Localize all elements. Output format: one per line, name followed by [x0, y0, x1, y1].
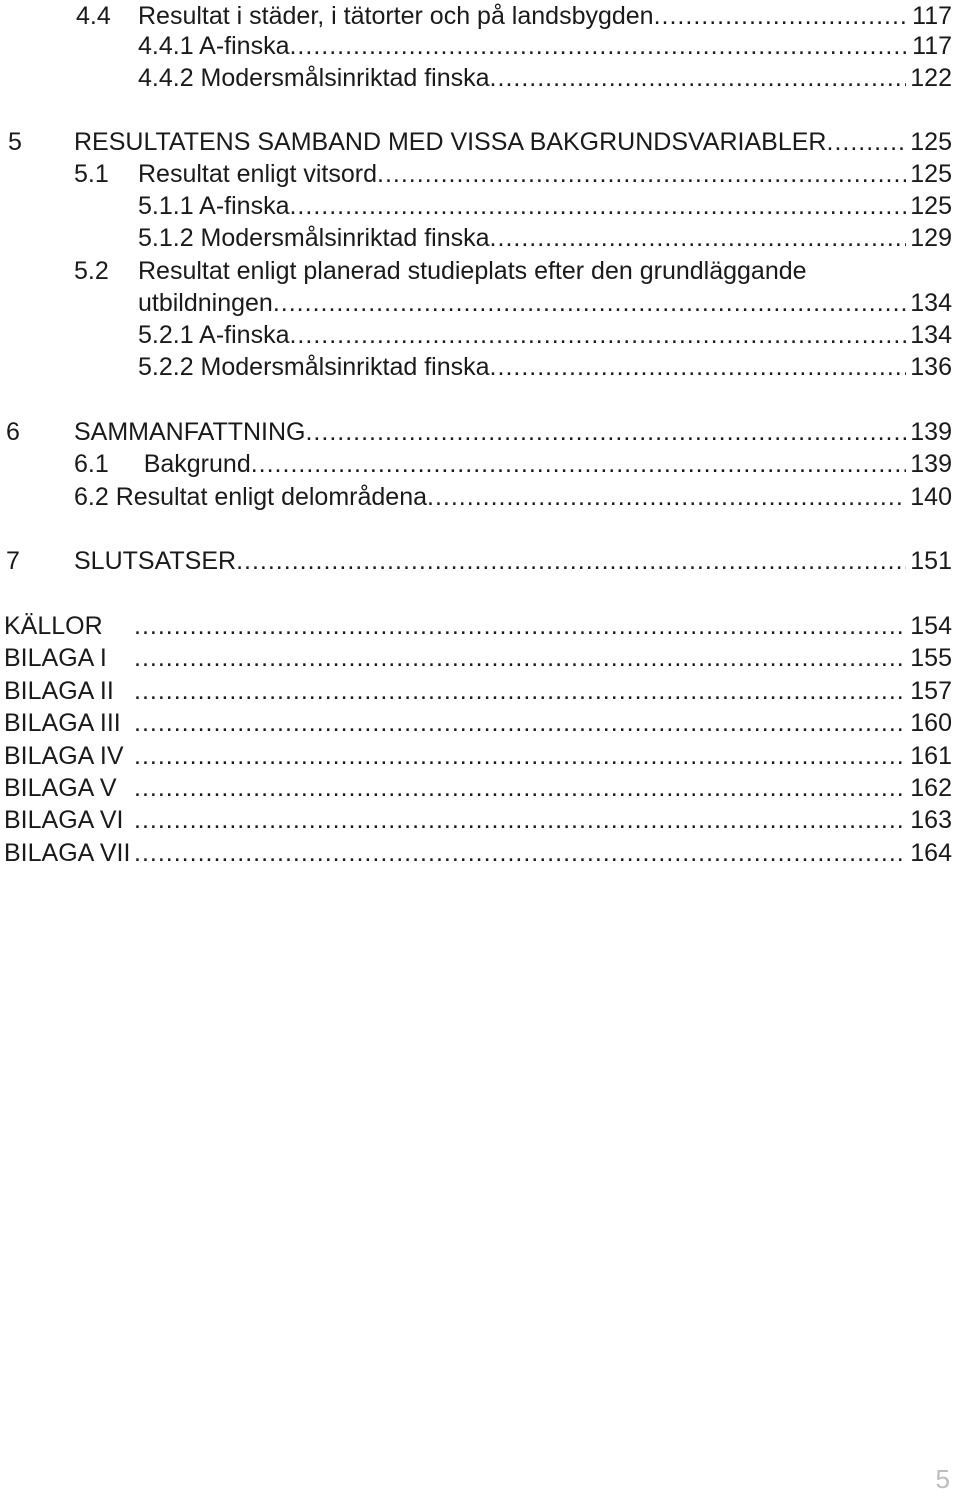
leader-dots — [377, 158, 906, 190]
toc-entry-label: BILAGA II — [4, 677, 114, 705]
toc-entry-page: 134 — [910, 289, 952, 317]
toc-entry-title: 5.1.2 Modersmålsinriktad finska — [138, 224, 490, 252]
toc-entry[interactable] — [0, 287, 952, 319]
toc-entry-label: BILAGA I — [4, 644, 107, 672]
page-number: 5 — [935, 1464, 950, 1494]
toc-entry-page: 134 — [910, 321, 952, 349]
toc-entry-title: RESULTATENS SAMBAND MED VISSA BAKGRUNDSVARIABLER — [74, 128, 827, 156]
leader-dots — [490, 351, 907, 383]
toc-entry[interactable] — [0, 126, 952, 158]
toc-entry-title: 4.4.1 A-finska — [138, 32, 290, 60]
toc-entry[interactable] — [0, 62, 952, 94]
leader-dots — [289, 190, 906, 222]
leader-dots — [827, 126, 907, 158]
leader-dots — [134, 642, 906, 674]
toc-entry[interactable] — [0, 319, 952, 351]
toc-entry-page: 162 — [910, 774, 952, 802]
toc-entry-number: 4.4 — [76, 2, 111, 30]
toc-entry-title: SLUTSATSER — [74, 547, 237, 575]
toc-entry[interactable] — [0, 481, 952, 513]
toc-entry-title: Resultat enligt vitsord — [138, 160, 378, 188]
leader-dots — [134, 707, 906, 739]
toc-entry[interactable] — [0, 837, 952, 869]
leader-dots — [289, 319, 906, 351]
toc-entry-number: 5 — [8, 128, 22, 156]
toc-entry-title: 6.2 Resultat enligt delområdena — [74, 483, 428, 511]
toc-entry[interactable] — [0, 740, 952, 772]
toc-entry-page: 163 — [910, 806, 952, 834]
toc-entry-page: 122 — [910, 64, 952, 92]
toc-entry-page: 117 — [912, 32, 952, 60]
toc-entry-label: BILAGA III — [4, 709, 121, 737]
toc-entry-page: 161 — [910, 742, 952, 770]
toc-entry[interactable] — [0, 545, 952, 577]
leader-dots — [654, 0, 909, 32]
toc-entry-number: 5.1 — [74, 160, 109, 188]
toc-entry-page: 157 — [910, 677, 952, 705]
leader-dots — [273, 287, 906, 319]
toc-entry-number: 6 — [6, 418, 20, 446]
toc-entry-page: 125 — [910, 160, 952, 188]
leader-dots — [490, 62, 907, 94]
toc-entry[interactable] — [0, 772, 952, 804]
leader-dots — [134, 772, 906, 804]
toc-entry[interactable] — [0, 351, 952, 383]
toc-entry-page: 140 — [910, 483, 952, 511]
leader-dots — [134, 610, 906, 642]
toc-entry[interactable] — [0, 610, 952, 642]
leader-dots — [134, 740, 906, 772]
leader-dots — [289, 30, 908, 62]
leader-dots — [305, 416, 906, 448]
toc-entry-title: Resultat enligt planerad studieplats efter den grundläggande — [138, 257, 807, 285]
leader-dots — [251, 448, 907, 480]
toc-entry[interactable] — [0, 675, 952, 707]
toc-entry-page: 151 — [910, 547, 952, 575]
toc-entry-title: 5.2.1 A-finska — [138, 321, 290, 349]
toc-entry[interactable] — [0, 448, 952, 480]
toc-entry-page: 164 — [910, 839, 952, 867]
toc-entry[interactable] — [0, 0, 952, 32]
toc-entry-page: 139 — [910, 450, 952, 478]
toc-entry-page: 125 — [910, 192, 952, 220]
leader-dots — [490, 222, 907, 254]
leader-dots — [236, 545, 906, 577]
toc-entry[interactable] — [0, 642, 952, 674]
toc-entry[interactable] — [0, 30, 952, 62]
toc-entry-title: Resultat i städer, i tätorter och på landsbygden — [138, 2, 654, 30]
toc-entry-label: BILAGA VI — [4, 806, 124, 834]
toc-entry-label: BILAGA V — [4, 774, 117, 802]
toc-entry[interactable] — [0, 222, 952, 254]
toc-entry-page: 125 — [910, 128, 952, 156]
toc-entry[interactable] — [0, 255, 952, 287]
toc-entry-page: 155 — [910, 644, 952, 672]
toc-entry-title: 6.1 Bakgrund — [74, 450, 251, 478]
leader-dots — [134, 837, 906, 869]
toc-entry[interactable] — [0, 707, 952, 739]
toc-entry[interactable] — [0, 190, 952, 222]
toc-entry[interactable] — [0, 416, 952, 448]
leader-dots — [427, 481, 906, 513]
toc-entry-title: 4.4.2 Modersmålsinriktad finska — [138, 64, 490, 92]
toc-entry-page: 160 — [910, 709, 952, 737]
toc-entry-label: KÄLLOR — [4, 612, 103, 640]
toc-entry-page: 154 — [910, 612, 952, 640]
toc-entry-title: SAMMANFATTNING — [74, 418, 306, 446]
toc-entry-number: 7 — [6, 547, 20, 575]
toc-entry-page: 117 — [912, 2, 952, 30]
leader-dots — [134, 804, 906, 836]
toc-entry-label: BILAGA IV — [4, 742, 124, 770]
toc-entry[interactable] — [0, 158, 952, 190]
toc-entry-title: 5.1.1 A-finska — [138, 192, 290, 220]
toc-entry-label: BILAGA VII — [4, 839, 131, 867]
toc-entry[interactable] — [0, 804, 952, 836]
toc-entry-title: utbildningen — [138, 289, 273, 317]
toc-entry-title: 5.2.2 Modersmålsinriktad finska — [138, 353, 490, 381]
leader-dots — [134, 675, 906, 707]
toc-entry-page: 129 — [910, 224, 952, 252]
toc-entry-page: 136 — [910, 353, 952, 381]
toc-entry-number: 5.2 — [74, 257, 109, 285]
toc-entry-page: 139 — [910, 418, 952, 446]
